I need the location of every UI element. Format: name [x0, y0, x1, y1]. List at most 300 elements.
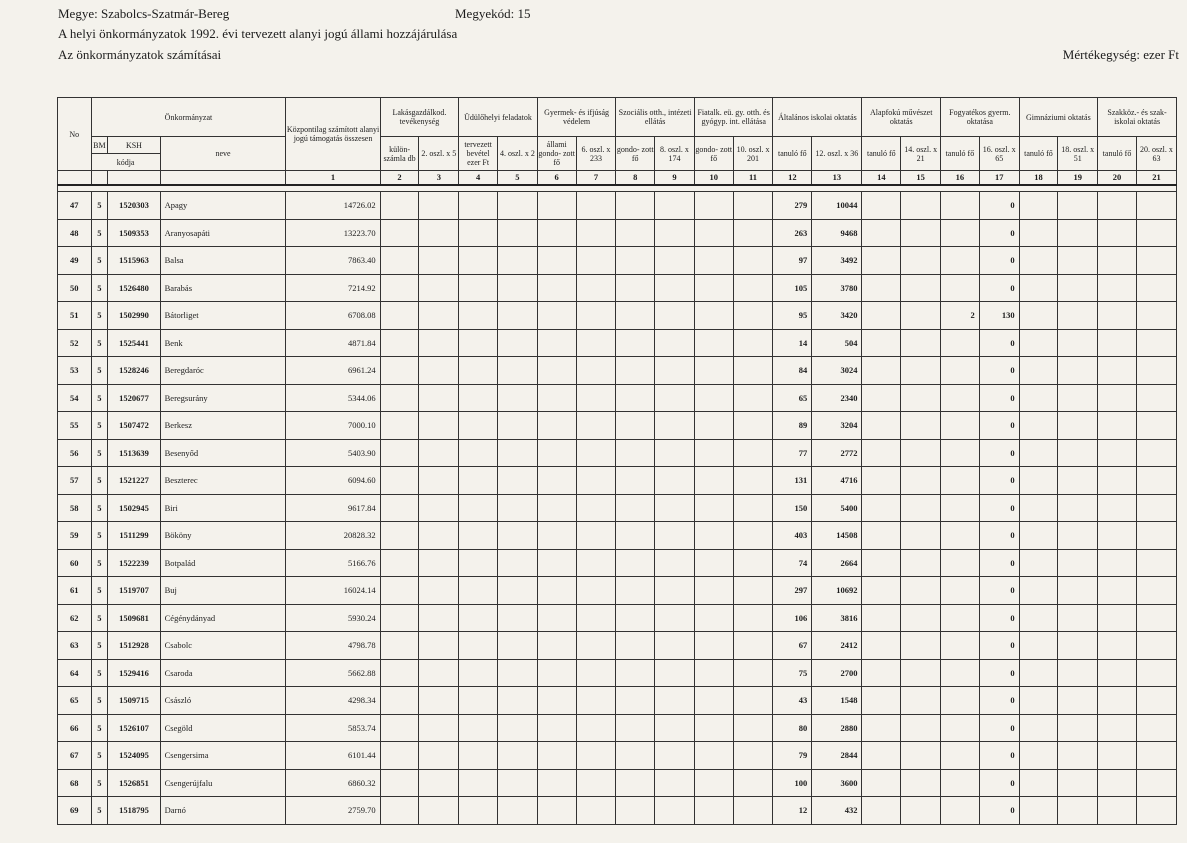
cell-empty	[862, 769, 901, 797]
cell-empty	[537, 302, 576, 330]
column-number: 15	[901, 171, 941, 186]
cell-c17: 0	[979, 274, 1019, 302]
cell-empty	[380, 742, 419, 770]
cell-bm: 5	[91, 302, 108, 330]
cell-empty	[1058, 357, 1098, 385]
cell-empty	[1136, 357, 1176, 385]
cell-empty	[1058, 329, 1098, 357]
cell-empty	[537, 714, 576, 742]
cell-empty	[1019, 219, 1058, 247]
table-row	[58, 412, 1177, 440]
cell-empty	[1058, 247, 1098, 275]
cell-empty	[1136, 604, 1176, 632]
sub-header: tanuló fő	[773, 137, 812, 171]
cell-empty	[1098, 742, 1137, 770]
cell-total: 9617.84	[286, 494, 380, 522]
cell-total: 4798.78	[286, 632, 380, 660]
cell-empty	[655, 439, 695, 467]
cell-empty	[1019, 549, 1058, 577]
cell-total: 14726.02	[286, 192, 380, 220]
cell-empty	[1058, 192, 1098, 220]
cell-empty	[655, 412, 695, 440]
header-onkormanyzat: Önkormányzat	[91, 98, 286, 137]
table-body	[58, 185, 1177, 824]
sub-header: 16. oszl. x 65	[979, 137, 1019, 171]
sub-header: tervezett bevétel ezer Ft	[459, 137, 498, 171]
cell-empty	[1019, 742, 1058, 770]
cell-name: Csegöld	[160, 714, 286, 742]
cell-c17: 0	[979, 632, 1019, 660]
cell-empty	[419, 219, 459, 247]
header-gimnaziumi: Gimnáziumi oktatás	[1019, 98, 1098, 137]
cell-empty	[1058, 742, 1098, 770]
cell-empty	[419, 632, 459, 660]
cell-empty	[537, 769, 576, 797]
cell-empty	[694, 494, 733, 522]
header-altalanos: Általános iskolai oktatás	[773, 98, 862, 137]
cell-empty	[537, 247, 576, 275]
cell-empty	[497, 219, 537, 247]
cell-empty	[1098, 357, 1137, 385]
cell-empty	[1098, 797, 1137, 825]
cell-empty	[616, 604, 655, 632]
cell-empty	[459, 769, 498, 797]
cell-c12: 79	[773, 742, 812, 770]
cell-empty	[733, 357, 773, 385]
cell-empty	[1136, 439, 1176, 467]
cell-empty	[497, 549, 537, 577]
cell-c17: 0	[979, 439, 1019, 467]
cell-empty	[655, 329, 695, 357]
cell-no: 69	[58, 797, 92, 825]
cell-empty	[655, 384, 695, 412]
cell-empty	[733, 769, 773, 797]
cell-c12: 75	[773, 659, 812, 687]
cell-empty	[655, 687, 695, 715]
sub-header: 20. oszl. x 63	[1136, 137, 1176, 171]
cell-empty	[616, 797, 655, 825]
cell-empty	[1019, 632, 1058, 660]
cell-empty	[576, 439, 616, 467]
cell-empty	[1019, 274, 1058, 302]
cell-empty	[576, 467, 616, 495]
cell-empty	[616, 494, 655, 522]
cell-c13: 5400	[812, 494, 862, 522]
cell-empty	[616, 192, 655, 220]
cell-empty	[419, 549, 459, 577]
cell-empty	[459, 659, 498, 687]
cell-name: Besenyőd	[160, 439, 286, 467]
cell-empty	[497, 384, 537, 412]
cell-empty	[497, 769, 537, 797]
cell-ksh: 1502945	[108, 494, 160, 522]
table-row	[58, 522, 1177, 550]
cell-empty	[497, 329, 537, 357]
header-alapfoku: Alapfokú művészet oktatás	[862, 98, 941, 137]
cell-empty	[576, 302, 616, 330]
cell-ksh: 1507472	[108, 412, 160, 440]
cell-name: Csabolc	[160, 632, 286, 660]
cell-empty	[380, 384, 419, 412]
cell-empty	[459, 577, 498, 605]
cell-empty	[901, 687, 941, 715]
cell-empty	[862, 439, 901, 467]
cell-empty	[1019, 659, 1058, 687]
cell-empty	[694, 687, 733, 715]
cell-c12: 279	[773, 192, 812, 220]
cell-empty	[862, 192, 901, 220]
cell-empty	[616, 742, 655, 770]
cell-empty	[862, 412, 901, 440]
cell-no: 53	[58, 357, 92, 385]
cell-empty	[380, 659, 419, 687]
cell-empty	[616, 412, 655, 440]
cell-empty	[901, 412, 941, 440]
cell-empty	[1098, 329, 1137, 357]
cell-no: 66	[58, 714, 92, 742]
cell-empty	[901, 494, 941, 522]
cell-c12: 403	[773, 522, 812, 550]
cell-c13: 3492	[812, 247, 862, 275]
cell-total: 2759.70	[286, 797, 380, 825]
cell-empty	[576, 797, 616, 825]
cell-c16	[941, 412, 980, 440]
header-neve: neve	[160, 137, 286, 171]
cell-name: Aranyosapáti	[160, 219, 286, 247]
cell-c17: 0	[979, 714, 1019, 742]
cell-empty	[1098, 412, 1137, 440]
county-label: Megye: Szabolcs-Szatmár-Bereg	[58, 6, 230, 21]
cell-empty	[616, 219, 655, 247]
sub-header: gondo- zott fő	[616, 137, 655, 171]
cell-empty	[862, 467, 901, 495]
cell-empty	[497, 522, 537, 550]
cell-c17: 0	[979, 604, 1019, 632]
sub-header: 4. oszl. x 2	[497, 137, 537, 171]
cell-total: 6860.32	[286, 769, 380, 797]
cell-c12: 97	[773, 247, 812, 275]
sub-header: tanuló fő	[941, 137, 980, 171]
cell-empty	[733, 219, 773, 247]
sub-header: 14. oszl. x 21	[901, 137, 941, 171]
cell-c13: 14508	[812, 522, 862, 550]
cell-name: Biri	[160, 494, 286, 522]
cell-empty	[419, 604, 459, 632]
cell-empty	[901, 769, 941, 797]
cell-empty	[1058, 769, 1098, 797]
cell-empty	[1136, 384, 1176, 412]
cell-empty	[694, 797, 733, 825]
cell-empty	[901, 357, 941, 385]
cell-empty	[733, 742, 773, 770]
cell-ksh: 1529416	[108, 659, 160, 687]
cell-empty	[616, 659, 655, 687]
column-number: 14	[862, 171, 901, 186]
cell-c12: 263	[773, 219, 812, 247]
cell-no: 63	[58, 632, 92, 660]
cell-empty	[733, 302, 773, 330]
contribution-table	[57, 97, 1177, 825]
colnum-blank	[58, 171, 92, 186]
cell-total: 7000.10	[286, 412, 380, 440]
cell-empty	[537, 494, 576, 522]
cell-empty	[459, 329, 498, 357]
cell-empty	[1098, 494, 1137, 522]
cell-empty	[1058, 384, 1098, 412]
cell-empty	[694, 302, 733, 330]
cell-c16	[941, 439, 980, 467]
cell-empty	[733, 714, 773, 742]
cell-empty	[380, 274, 419, 302]
cell-empty	[576, 247, 616, 275]
column-number: 9	[655, 171, 695, 186]
cell-empty	[862, 604, 901, 632]
cell-empty	[733, 494, 773, 522]
cell-c17: 0	[979, 329, 1019, 357]
cell-empty	[1136, 522, 1176, 550]
cell-empty	[459, 357, 498, 385]
cell-empty	[576, 769, 616, 797]
cell-total: 5344.06	[286, 384, 380, 412]
cell-c17: 0	[979, 659, 1019, 687]
cell-name: Buj	[160, 577, 286, 605]
cell-ksh: 1519707	[108, 577, 160, 605]
cell-empty	[380, 494, 419, 522]
column-number: 11	[733, 171, 773, 186]
cell-name: Bököny	[160, 522, 286, 550]
cell-empty	[694, 522, 733, 550]
cell-empty	[1019, 714, 1058, 742]
cell-empty	[862, 742, 901, 770]
cell-name: Botpalád	[160, 549, 286, 577]
cell-empty	[459, 687, 498, 715]
cell-empty	[901, 467, 941, 495]
cell-empty	[1019, 494, 1058, 522]
table-row	[58, 714, 1177, 742]
cell-empty	[380, 522, 419, 550]
cell-empty	[655, 549, 695, 577]
cell-ksh: 1520303	[108, 192, 160, 220]
cell-empty	[419, 357, 459, 385]
cell-empty	[419, 797, 459, 825]
cell-c16	[941, 687, 980, 715]
cell-empty	[733, 274, 773, 302]
cell-no: 49	[58, 247, 92, 275]
cell-empty	[380, 219, 419, 247]
header-szakkoz: Szakköz.- és szak- iskolai oktatás	[1098, 98, 1177, 137]
cell-no: 48	[58, 219, 92, 247]
cell-empty	[862, 302, 901, 330]
column-number: 12	[773, 171, 812, 186]
cell-c17: 0	[979, 797, 1019, 825]
sub-header: tanuló fő	[862, 137, 901, 171]
cell-empty	[380, 604, 419, 632]
county-code-label: Megyekód: 15	[455, 6, 531, 21]
table-row	[58, 302, 1177, 330]
cell-name: Bátorliget	[160, 302, 286, 330]
table-row	[58, 687, 1177, 715]
cell-total: 5853.74	[286, 714, 380, 742]
cell-empty	[380, 467, 419, 495]
cell-name: Apagy	[160, 192, 286, 220]
cell-empty	[380, 439, 419, 467]
cell-c16	[941, 494, 980, 522]
cell-empty	[419, 659, 459, 687]
cell-empty	[380, 714, 419, 742]
cell-empty	[497, 467, 537, 495]
cell-no: 50	[58, 274, 92, 302]
cell-empty	[537, 632, 576, 660]
table-row	[58, 274, 1177, 302]
cell-empty	[1058, 714, 1098, 742]
header-fogyatekos: Fogyatékos gyerm. oktatása	[941, 98, 1020, 137]
cell-empty	[1019, 439, 1058, 467]
cell-c12: 80	[773, 714, 812, 742]
cell-empty	[694, 357, 733, 385]
cell-empty	[537, 274, 576, 302]
cell-empty	[1136, 219, 1176, 247]
column-number: 1	[286, 171, 380, 186]
cell-empty	[1098, 302, 1137, 330]
cell-empty	[616, 632, 655, 660]
cell-empty	[497, 274, 537, 302]
cell-name: Darnó	[160, 797, 286, 825]
cell-name: Cégénydányad	[160, 604, 286, 632]
cell-c12: 65	[773, 384, 812, 412]
cell-empty	[419, 247, 459, 275]
cell-empty	[497, 494, 537, 522]
sub-header: 2. oszl. x 5	[419, 137, 459, 171]
cell-empty	[380, 797, 419, 825]
cell-empty	[576, 274, 616, 302]
cell-c13: 3024	[812, 357, 862, 385]
cell-empty	[655, 247, 695, 275]
cell-empty	[380, 302, 419, 330]
cell-empty	[616, 549, 655, 577]
colnum-blank	[160, 171, 286, 186]
cell-empty	[655, 274, 695, 302]
cell-ksh: 1509353	[108, 219, 160, 247]
sub-header: tanuló fő	[1098, 137, 1137, 171]
cell-empty	[1098, 714, 1137, 742]
cell-empty	[497, 797, 537, 825]
cell-empty	[497, 247, 537, 275]
cell-ksh: 1502990	[108, 302, 160, 330]
cell-empty	[419, 522, 459, 550]
cell-empty	[733, 632, 773, 660]
cell-c16	[941, 219, 980, 247]
cell-empty	[497, 687, 537, 715]
cell-empty	[576, 219, 616, 247]
cell-empty	[655, 742, 695, 770]
cell-empty	[655, 302, 695, 330]
cell-bm: 5	[91, 274, 108, 302]
header-gyermek: Gyermek- és ifjúság védelem	[537, 98, 616, 137]
cell-empty	[616, 687, 655, 715]
cell-empty	[537, 604, 576, 632]
cell-empty	[380, 632, 419, 660]
cell-empty	[1136, 329, 1176, 357]
cell-empty	[576, 494, 616, 522]
cell-total: 7863.40	[286, 247, 380, 275]
cell-empty	[862, 687, 901, 715]
cell-empty	[862, 632, 901, 660]
cell-bm: 5	[91, 522, 108, 550]
cell-empty	[1019, 577, 1058, 605]
cell-empty	[576, 357, 616, 385]
cell-total: 6094.60	[286, 467, 380, 495]
cell-c12: 105	[773, 274, 812, 302]
cell-empty	[862, 522, 901, 550]
cell-empty	[1019, 357, 1058, 385]
cell-empty	[576, 577, 616, 605]
cell-total: 5166.76	[286, 549, 380, 577]
cell-empty	[655, 467, 695, 495]
cell-empty	[1136, 742, 1176, 770]
cell-ksh: 1521227	[108, 467, 160, 495]
cell-empty	[1098, 247, 1137, 275]
cell-ksh: 1513639	[108, 439, 160, 467]
cell-c17: 0	[979, 769, 1019, 797]
cell-empty	[1098, 439, 1137, 467]
cell-c13: 3204	[812, 412, 862, 440]
header-kodja: kódja	[91, 154, 160, 171]
cell-name: Csaroda	[160, 659, 286, 687]
cell-empty	[537, 797, 576, 825]
cell-empty	[1098, 274, 1137, 302]
cell-empty	[1136, 302, 1176, 330]
cell-bm: 5	[91, 604, 108, 632]
cell-empty	[1058, 274, 1098, 302]
sub-header: 10. oszl. x 201	[733, 137, 773, 171]
cell-total: 6708.08	[286, 302, 380, 330]
cell-empty	[1058, 494, 1098, 522]
cell-ksh: 1515963	[108, 247, 160, 275]
column-number: 4	[459, 171, 498, 186]
cell-empty	[1019, 687, 1058, 715]
cell-ksh: 1518795	[108, 797, 160, 825]
cell-empty	[694, 192, 733, 220]
cell-empty	[459, 797, 498, 825]
cell-empty	[1058, 302, 1098, 330]
table-row	[58, 247, 1177, 275]
cell-empty	[1019, 329, 1058, 357]
column-number: 6	[537, 171, 576, 186]
cell-empty	[1058, 549, 1098, 577]
cell-empty	[616, 769, 655, 797]
cell-empty	[616, 247, 655, 275]
sub-header: 18. oszl. x 51	[1058, 137, 1098, 171]
cell-c13: 2772	[812, 439, 862, 467]
column-number: 10	[694, 171, 733, 186]
cell-empty	[1098, 632, 1137, 660]
cell-c12: 106	[773, 604, 812, 632]
cell-empty	[694, 274, 733, 302]
cell-empty	[1098, 549, 1137, 577]
cell-bm: 5	[91, 219, 108, 247]
column-number: 8	[616, 171, 655, 186]
cell-empty	[862, 274, 901, 302]
cell-c16	[941, 384, 980, 412]
cell-c16	[941, 192, 980, 220]
cell-c12: 100	[773, 769, 812, 797]
cell-empty	[655, 219, 695, 247]
cell-empty	[733, 439, 773, 467]
cell-empty	[459, 714, 498, 742]
cell-empty	[901, 247, 941, 275]
cell-empty	[694, 769, 733, 797]
cell-empty	[419, 274, 459, 302]
